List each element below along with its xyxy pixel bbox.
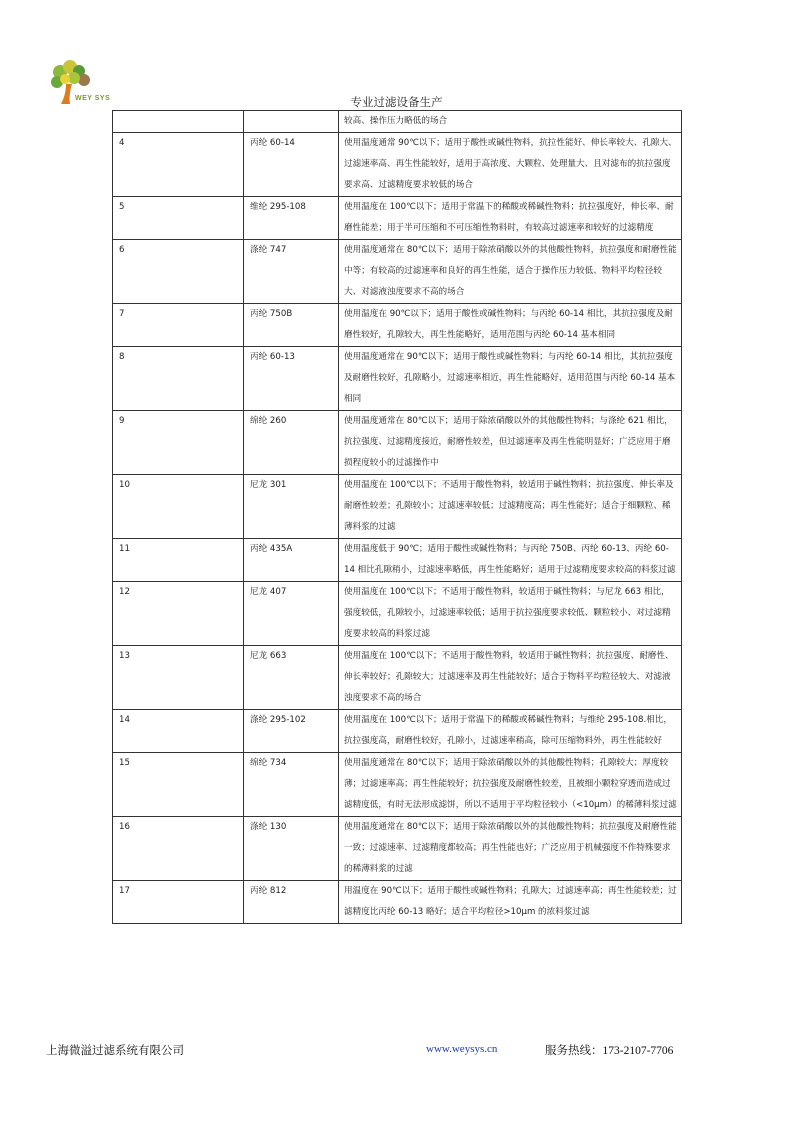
cell-material: 绵纶 734 [244,753,339,817]
cell-no: 12 [113,582,244,646]
cell-desc: 使用温度在 100℃以下；适用于常温下的稀酸或稀碱性物料；抗拉强度好，伸长率、耐磨性能差；用于半可压缩和不可压缩性物料时，有较高过滤速率和较好的过滤精度 [339,197,682,240]
cell-desc: 用温度在 90℃以下；适用于酸性或碱性物料；孔隙大；过滤速率高；再生性能较差；过滤精度比丙纶 60-13 略好；适合平均粒径>10μm 的浓料浆过滤 [339,881,682,924]
hotline-number: 173-2107-7706 [602,1045,674,1057]
cell-no: 13 [113,646,244,710]
cell-material: 尼龙 663 [244,646,339,710]
cell-no: 17 [113,881,244,924]
hotline-label: 服务热线： [545,1043,603,1057]
cell-no: 6 [113,240,244,304]
cell-desc: 使用温度通常在 80℃以下；适用于除浓硝酸以外的其他酸性物料，抗拉强度和耐磨性能中等；有较高的过滤速率和良好的再生性能，适合于操作压力较低、物料平均粒径较大、对滤液浊度要求不高的场合 [339,240,682,304]
table-row [113,304,682,347]
table-row [113,240,682,304]
table-row [113,347,682,411]
cell-desc: 使用温度通常在 80℃以下；适用于除浓硝酸以外的其他酸性物料；孔隙较大；厚度较薄；过滤速率高；再生性能较好；抗拉强度及耐磨性较差，且被细小颗粒穿透而造成过滤精度低，有时无法形成滤饼，所以不适用于平均粒径较小（<10μm）的稀薄料浆过滤 [339,753,682,817]
cell-material: 绵纶 260 [244,411,339,475]
cell-material: 尼龙 301 [244,475,339,539]
filter-cloth-table [112,110,682,924]
footer-company: 上海微溢过滤系统有限公司 [46,1043,184,1057]
cell-material: 丙纶 435A [244,539,339,582]
cell-desc: 使用温度在 100℃以下；适用于常温下的稀酸或稀碱性物料；与维纶 295-108.相比，抗拉强度高，耐磨性较好，孔隙小，过滤速率稍高，除可压缩物料外，再生性能较好 [339,710,682,753]
cell-material [244,111,339,133]
cell-desc: 使用温度通常在 90℃以下；适用于酸性或碱性物料；与丙纶 60-14 相比，其抗拉强度及耐磨性较好，孔隙略小，过滤速率相近，再生性能略好，适用范围与丙纶 60-14 基本相同 [339,347,682,411]
footer-hotline [545,1042,673,1058]
table-row [113,881,682,924]
page-header-title: 专业过滤设备生产 [350,95,443,109]
cell-no: 7 [113,304,244,347]
cell-desc: 使用温度低于 90℃；适用于酸性或碱性物料；与丙纶 750B、丙纶 60-13、丙纶 60-14 相比孔隙稍小，过滤速率略低，再生性能略好；适用于过滤精度要求较高的料浆过滤 [339,539,682,582]
table-row [113,817,682,881]
cell-material: 维纶 295-108 [244,197,339,240]
cell-no: 16 [113,817,244,881]
logo-text: WEY SYS [75,95,111,102]
cell-no: 14 [113,710,244,753]
cell-no: 8 [113,347,244,411]
table-row [113,539,682,582]
table-row [113,111,682,133]
table-row [113,646,682,710]
cell-material: 尼龙 407 [244,582,339,646]
cell-desc: 较高、操作压力略低的场合 [339,111,682,133]
cell-desc: 使用温度在 100℃以下；不适用于酸性物料，较适用于碱性物料；与尼龙 663 相比，强度较低，孔隙较小，过滤速率较低；适用于抗拉强度要求较低、颗粒较小、对过滤精度要求较高的料浆过滤 [339,582,682,646]
cell-no: 9 [113,411,244,475]
cell-no [113,111,244,133]
table-row [113,710,682,753]
cell-desc: 使用温度在 90℃以下；适用于酸性或碱性物料；与丙纶 60-14 相比，其抗拉强度及耐磨性较好，孔隙较大，再生性能略好，适用范围与丙纶 60-14 基本相同 [339,304,682,347]
cell-no: 11 [113,539,244,582]
cell-material: 丙纶 750B [244,304,339,347]
table-row [113,197,682,240]
table-row [113,411,682,475]
table-row [113,475,682,539]
cell-desc: 使用温度通常 90℃以下；适用于酸性或碱性物料，抗拉性能好、伸长率较大、孔隙大、过滤速率高、再生性能较好，适用于高浓度、大颗粒、处理量大、且对滤布的抗拉强度要求高、过滤精度要求较低的场合 [339,133,682,197]
table-row [113,753,682,817]
cell-desc: 使用温度在 100℃以下；不适用于酸性物料，较适用于碱性物料；抗拉强度、伸长率及耐磨性较差；孔隙较小；过滤速率较低；过滤精度高；再生性能好；适合于细颗粒、稀薄料浆的过滤 [339,475,682,539]
cell-no: 10 [113,475,244,539]
cell-material: 涤纶 295-102 [244,710,339,753]
cell-no: 4 [113,133,244,197]
cell-material: 涤纶 747 [244,240,339,304]
cell-no: 5 [113,197,244,240]
cell-material: 丙纶 60-14 [244,133,339,197]
footer-website-link[interactable]: www.weysys.cn [426,1043,498,1055]
cell-material: 丙纶 60-13 [244,347,339,411]
cell-material: 涤纶 130 [244,817,339,881]
table-row [113,133,682,197]
table-row [113,582,682,646]
cell-material: 丙纶 812 [244,881,339,924]
cell-desc: 使用温度通常在 80℃以下；适用于除浓硝酸以外的其他酸性物料；与涤纶 621 相比，抗拉强度、过滤精度接近，耐磨性较差，但过滤速率及再生性能明显好；广泛应用于磨损程度较小的过滤操作中 [339,411,682,475]
cell-no: 15 [113,753,244,817]
cell-desc: 使用温度在 100℃以下；不适用于酸性物料，较适用于碱性物料；抗拉强度、耐磨性、伸长率较好；孔隙较大；过滤速率及再生性能较好；适合于物料平均粒径较大、对滤液浊度要求不高的场合 [339,646,682,710]
cell-desc: 使用温度通常在 80℃以下；适用于除浓硝酸以外的其他酸性物料；抗拉强度及耐磨性能一致；过滤速率、过滤精度都较高；再生性能也好；广泛应用于机械强度不作特殊要求的稀薄料浆的过滤 [339,817,682,881]
